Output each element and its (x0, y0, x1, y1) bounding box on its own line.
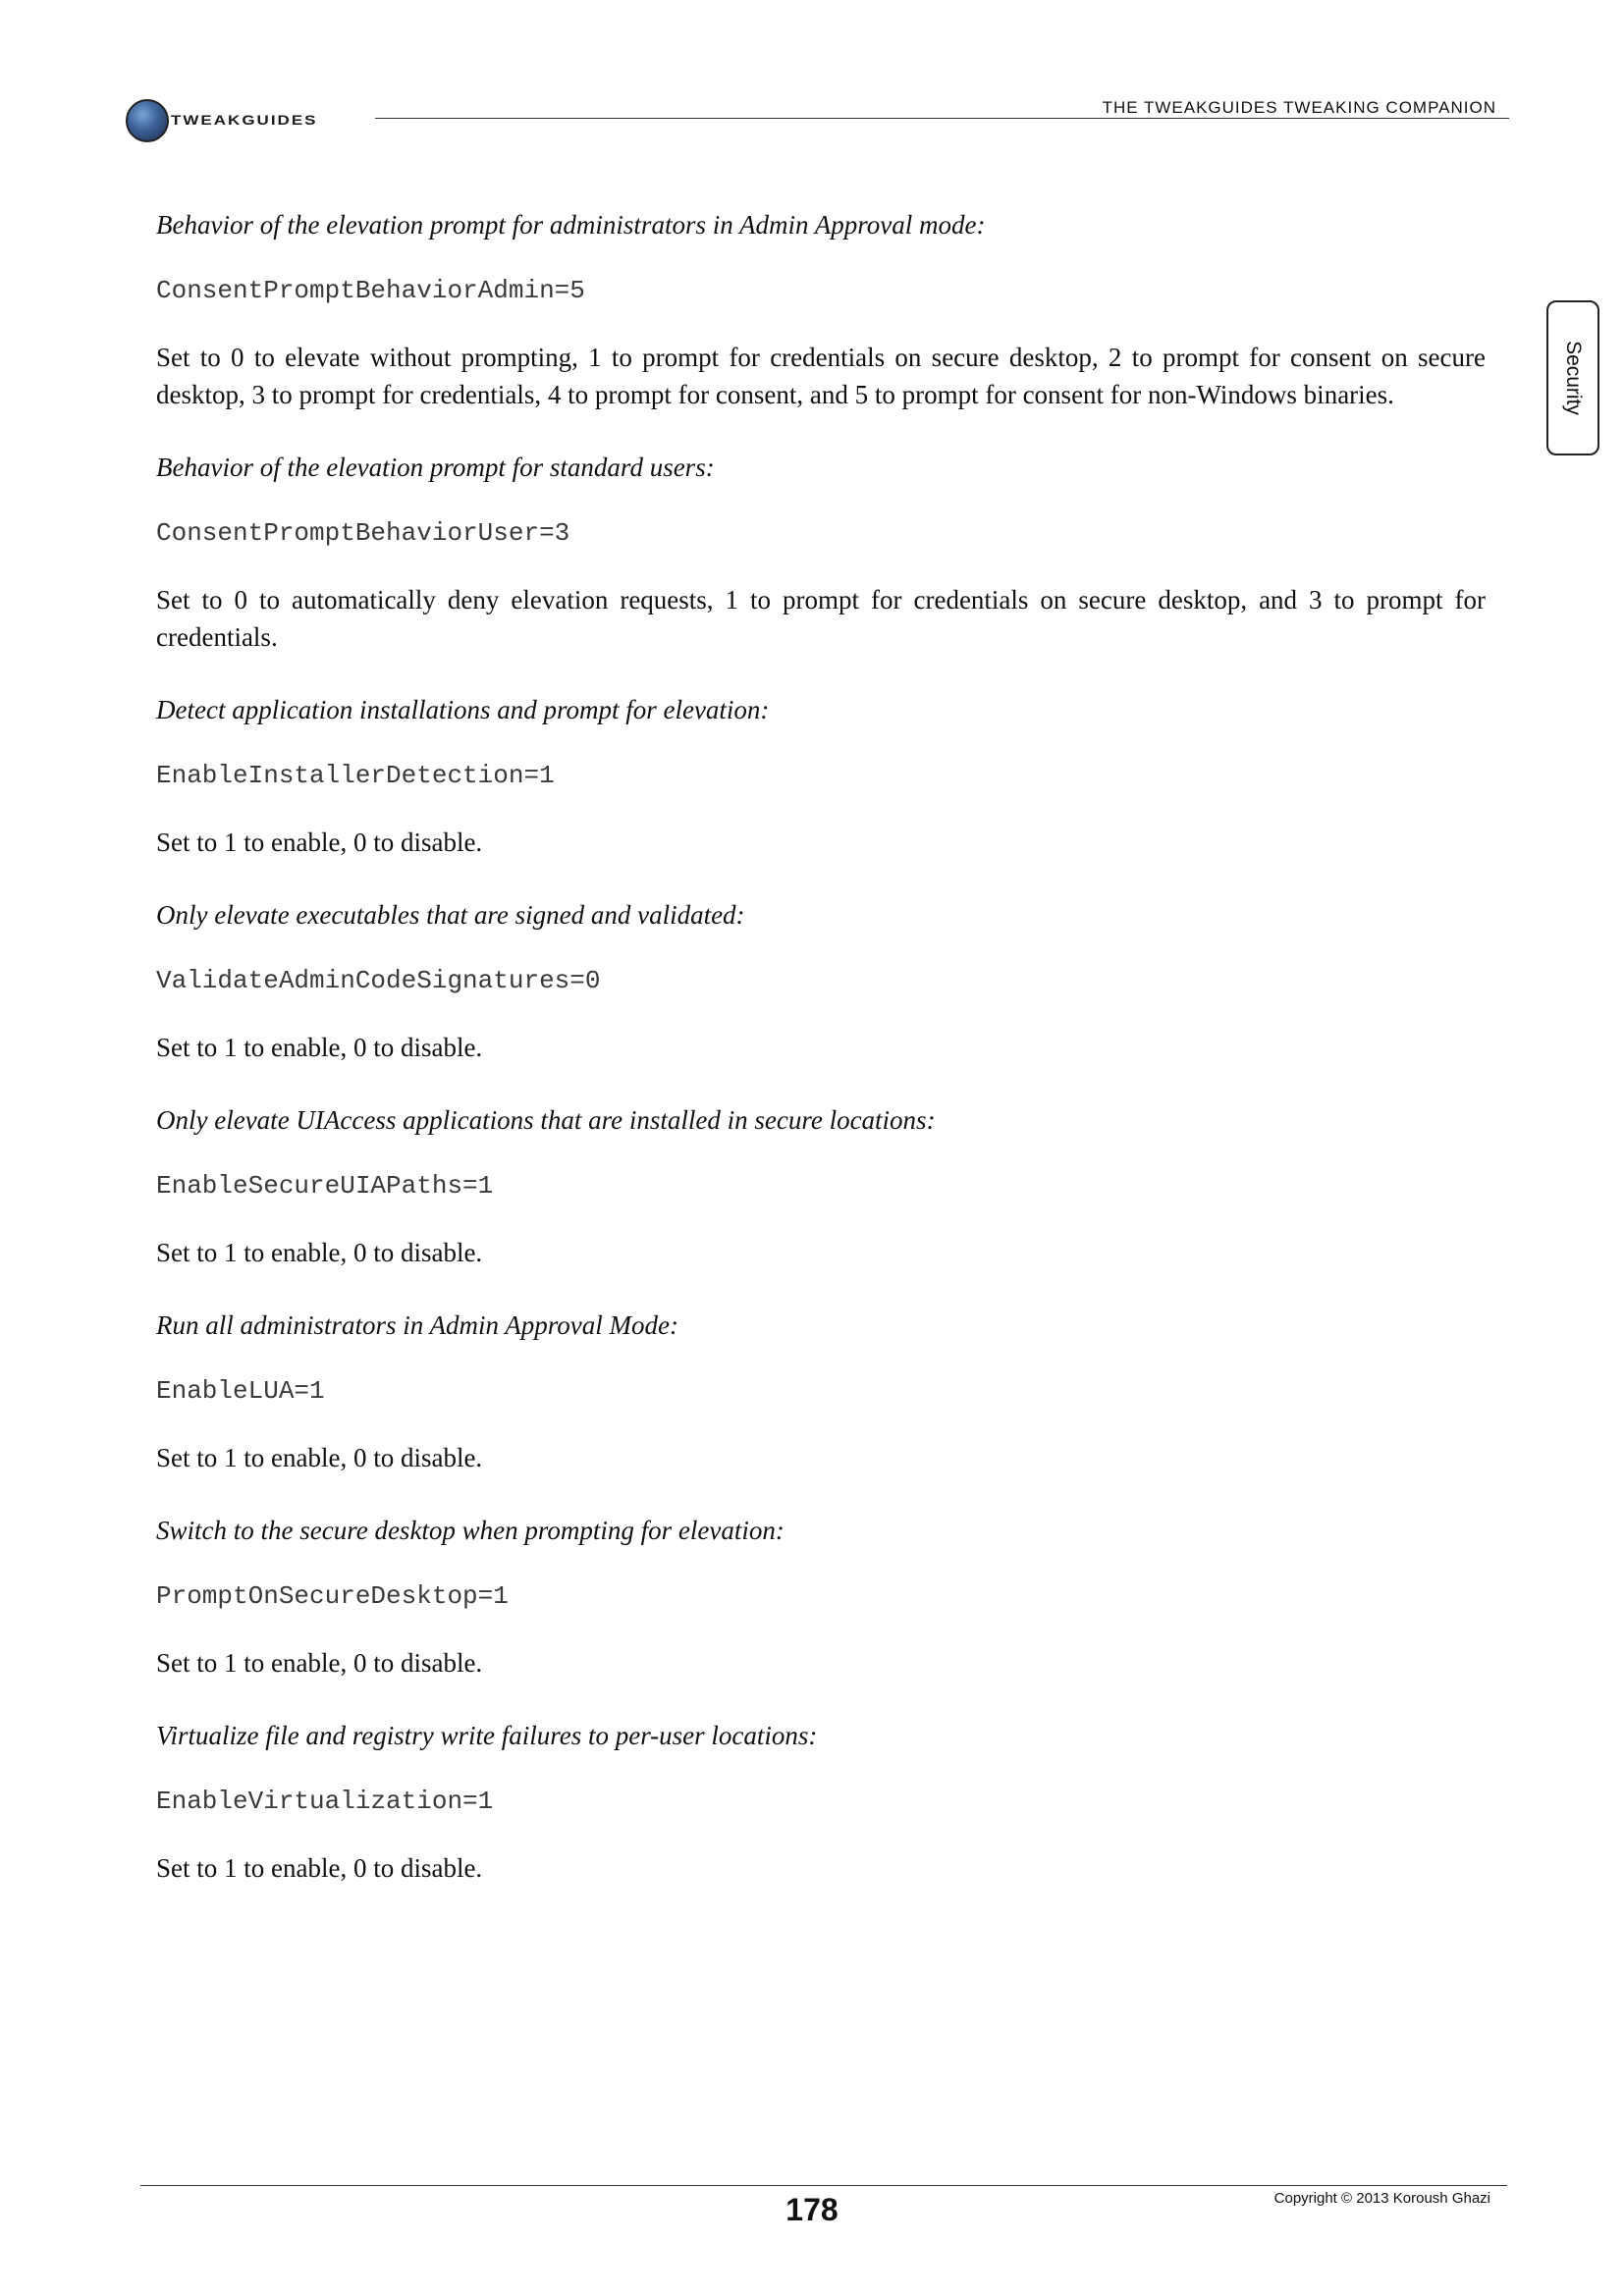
setting-description: Set to 1 to enable, 0 to disable. (156, 1853, 483, 1883)
registry-value: EnableSecureUIAPaths=1 (156, 1171, 494, 1201)
setting-block (156, 449, 1486, 656)
header-title: THE TWEAKGUIDES TWEAKING COMPANION (1102, 98, 1496, 117)
setting-heading: Virtualize file and registry write failures to per-user locations: (156, 1721, 818, 1750)
setting-description: Set to 0 to elevate without prompting, 1 to prompt for credentials on secure desktop, 2 to prompt for consent on secure desktop, 3 to prompt for credentials, 4 to prompt for consent, and 5 to prompt for consent for non-Windows binaries. (156, 343, 1486, 409)
setting-block (156, 1512, 1486, 1682)
registry-value: ValidateAdminCodeSignatures=0 (156, 966, 601, 995)
tweakguides-logo (126, 96, 361, 145)
registry-value: PromptOnSecureDesktop=1 (156, 1581, 509, 1611)
setting-description: Set to 1 to enable, 0 to disable. (156, 1648, 483, 1678)
header-rule (375, 118, 1509, 119)
setting-block (156, 206, 1486, 413)
registry-value: EnableVirtualization=1 (156, 1787, 494, 1816)
section-tab-label: Security (1562, 341, 1585, 415)
setting-description: Set to 1 to enable, 0 to disable. (156, 1033, 483, 1062)
setting-heading: Switch to the secure desktop when prompting for elevation: (156, 1516, 785, 1545)
setting-heading: Only elevate executables that are signed and validated: (156, 900, 745, 930)
logo-text: TWEAKGUIDES (171, 113, 318, 129)
setting-heading: Run all administrators in Admin Approval Mode: (156, 1310, 678, 1340)
registry-value: EnableInstallerDetection=1 (156, 761, 555, 790)
setting-block (156, 1307, 1486, 1476)
setting-description: Set to 1 to enable, 0 to disable. (156, 828, 483, 857)
setting-heading: Detect application installations and prompt for elevation: (156, 695, 770, 724)
registry-value: EnableLUA=1 (156, 1376, 325, 1406)
page-body (156, 206, 1486, 1922)
setting-block (156, 1717, 1486, 1887)
setting-block (156, 1101, 1486, 1271)
setting-description: Set to 1 to enable, 0 to disable. (156, 1443, 483, 1472)
copyright-notice: Copyright © 2013 Koroush Ghazi (1273, 2190, 1490, 2207)
section-tab-security (1546, 300, 1599, 455)
setting-heading: Behavior of the elevation prompt for administrators in Admin Approval mode: (156, 210, 986, 240)
registry-value: ConsentPromptBehaviorAdmin=5 (156, 276, 585, 305)
setting-description: Set to 1 to enable, 0 to disable. (156, 1238, 483, 1267)
setting-description: Set to 0 to automatically deny elevation requests, 1 to prompt for credentials on secure desktop, and 3 to prompt for credentials. (156, 585, 1486, 652)
setting-heading: Only elevate UIAccess applications that are installed in secure locations: (156, 1105, 936, 1135)
registry-value: ConsentPromptBehaviorUser=3 (156, 518, 570, 548)
setting-block (156, 896, 1486, 1066)
setting-heading: Behavior of the elevation prompt for standard users: (156, 453, 715, 482)
setting-block (156, 691, 1486, 861)
page-number: 178 (785, 2192, 839, 2227)
globe-logo-icon (126, 99, 169, 142)
footer-rule (140, 2185, 1507, 2186)
